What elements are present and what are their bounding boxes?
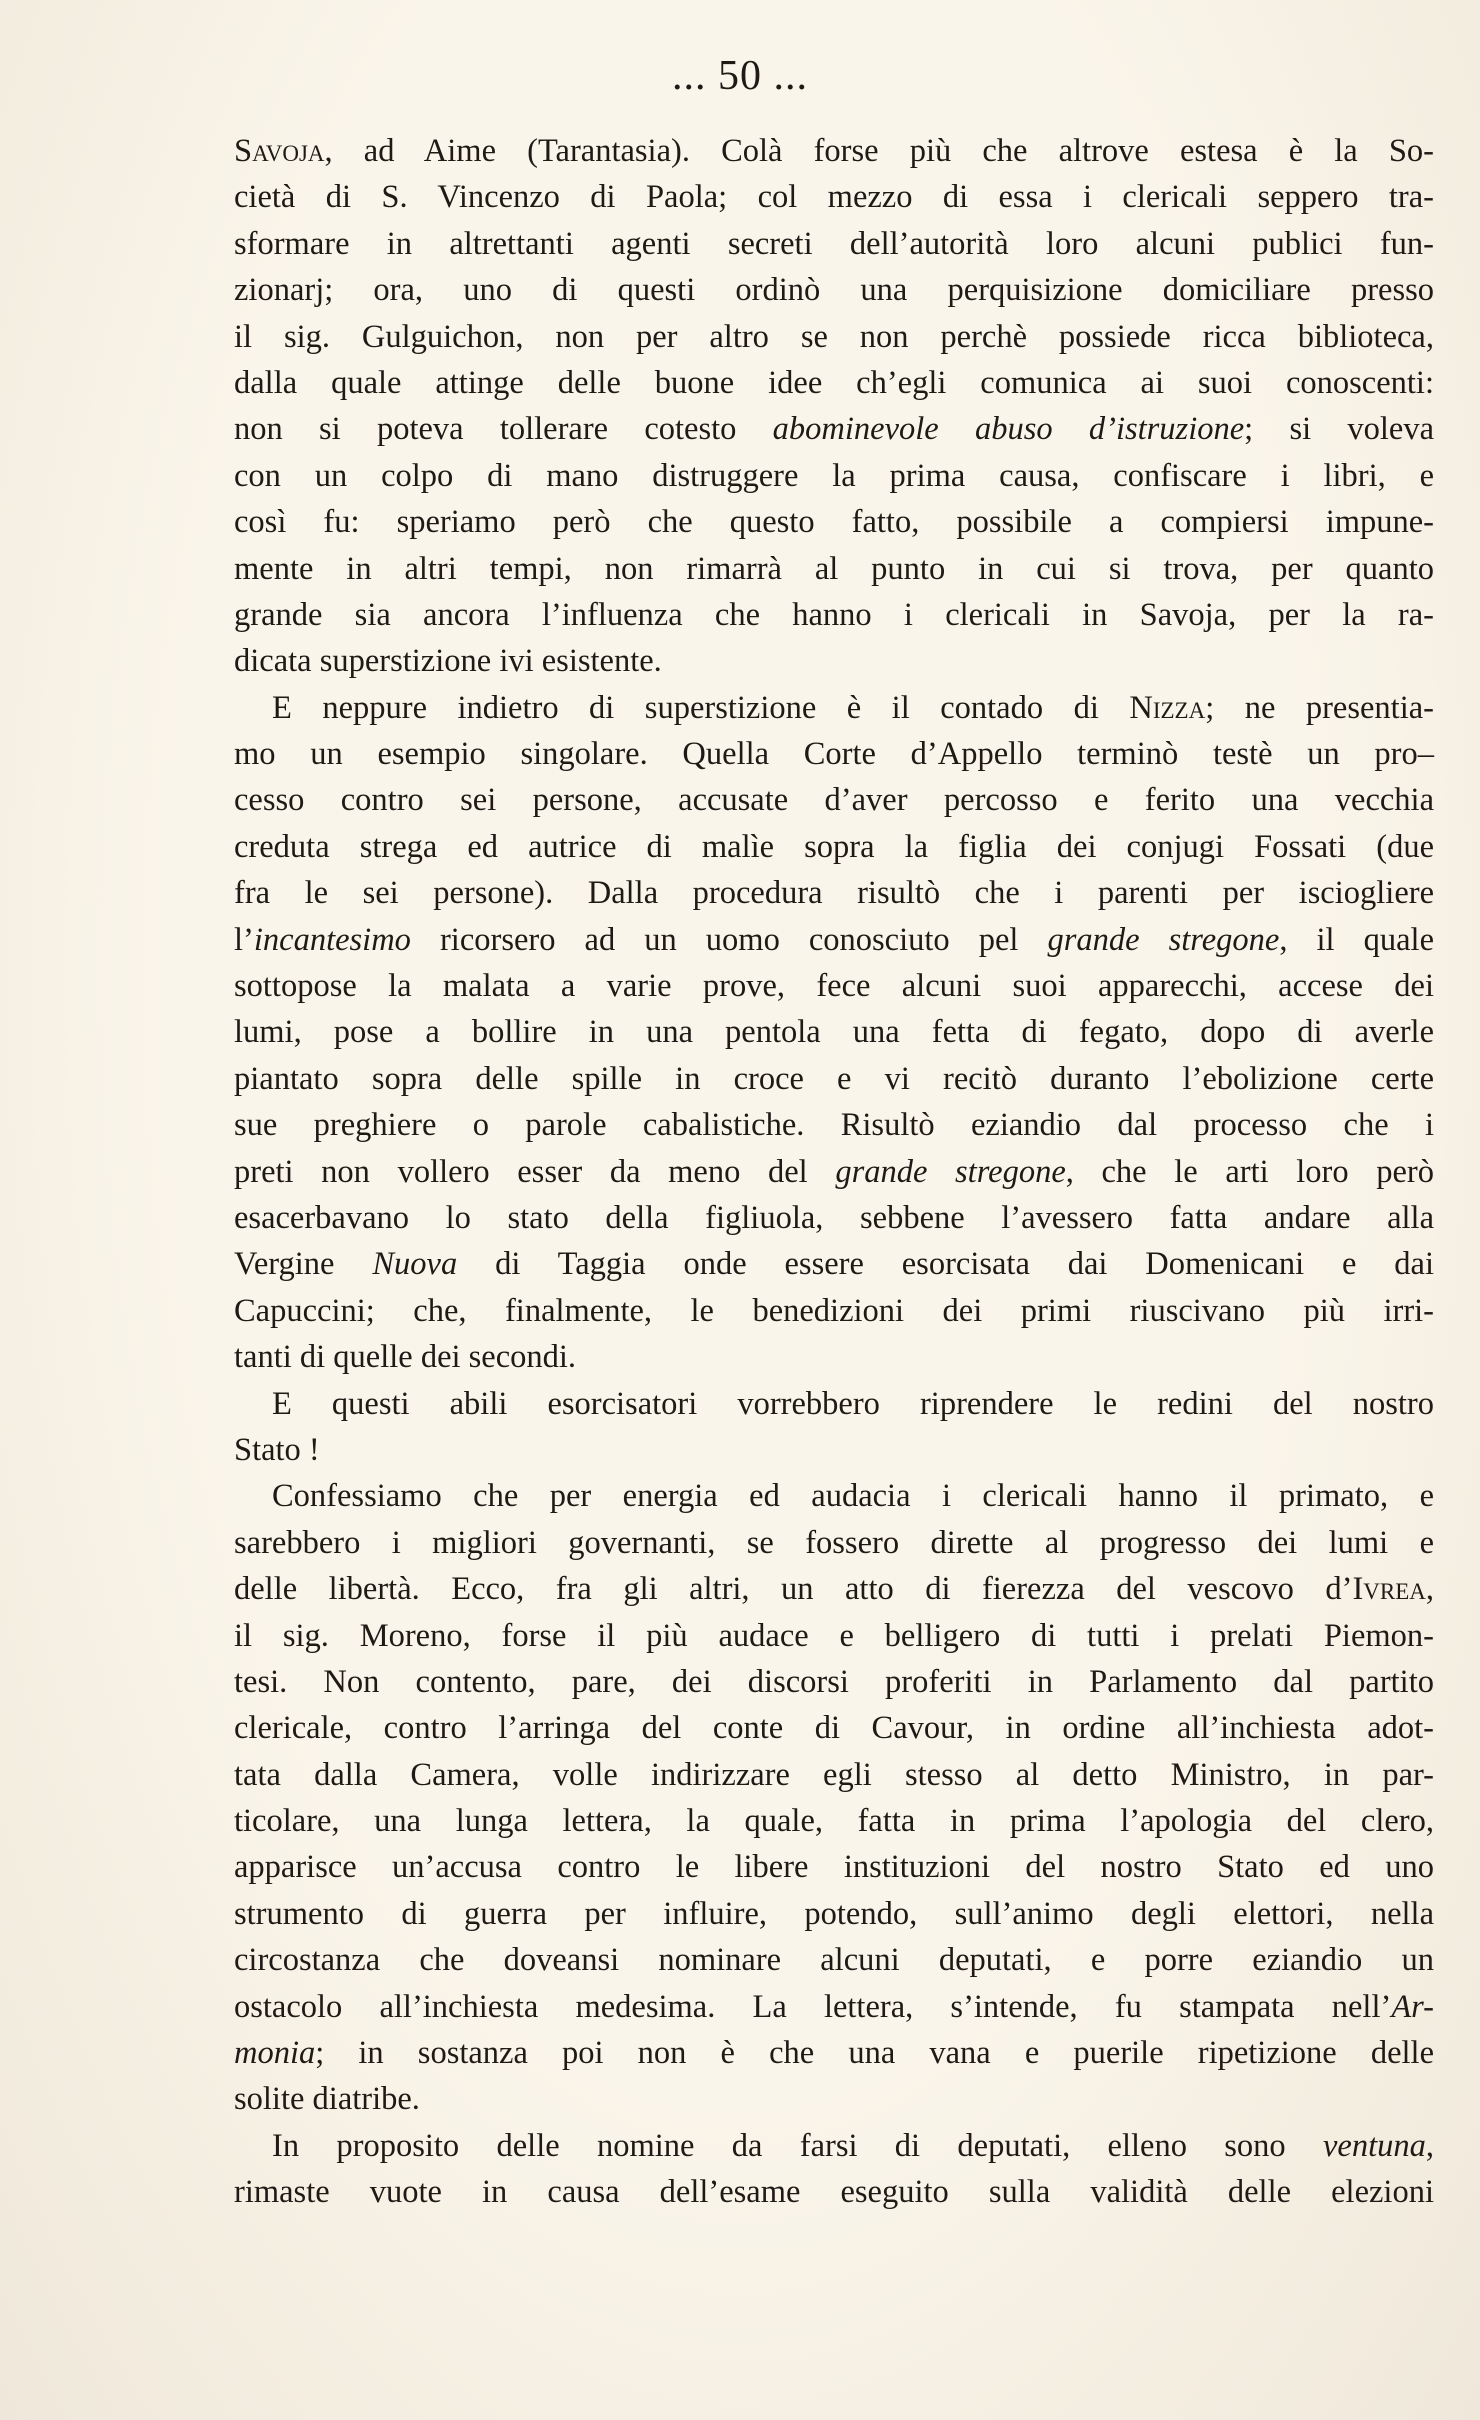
text-line xyxy=(234,1705,1434,1751)
text-segment: ; si voleva xyxy=(1244,411,1435,448)
text-line xyxy=(234,1659,1434,1705)
text-line xyxy=(234,2123,1434,2169)
text-segment: zionarj; ora, uno di questi ordinò una perquisizione domiciliare presso xyxy=(234,272,1434,309)
text-segment: delle libertà. Ecco, fra gli altri, un atto di fierezza del vescovo d’ xyxy=(234,1571,1353,1608)
text-segment: strumento di guerra per influire, potendo, sull’animo degli elettori, nella xyxy=(234,1895,1434,1932)
italic-text: abominevole abuso d’istruzione xyxy=(772,411,1245,448)
text-line xyxy=(234,777,1434,823)
text-segment: mo un esempio singolare. Quella Corte d’Appello terminò testè un pro– xyxy=(234,736,1434,773)
text-line xyxy=(234,824,1434,870)
text-line xyxy=(234,314,1434,360)
text-segment: E questi abili esorcisatori vorrebbero riprendere le redini del nostro xyxy=(272,1385,1434,1422)
text-segment: circostanza che doveansi nominare alcuni deputati, e porre eziandio un xyxy=(234,1942,1434,1979)
text-segment: tesi. Non contento, pare, dei discorsi proferiti in Parlamento dal partito xyxy=(234,1663,1434,1700)
text-line xyxy=(234,546,1434,592)
italic-text: Ar- xyxy=(1391,1988,1434,2025)
text-line xyxy=(234,1381,1434,1427)
text-segment: Stato ! xyxy=(234,1431,320,1468)
text-line xyxy=(234,1241,1434,1287)
italic-text: monia xyxy=(234,2035,316,2072)
text-line xyxy=(234,2076,1434,2122)
text-line xyxy=(234,638,1434,684)
text-line xyxy=(234,1149,1434,1195)
text-line xyxy=(234,1288,1434,1334)
text-segment: solite diatribe. xyxy=(234,2081,420,2118)
text-line xyxy=(234,1427,1434,1473)
text-line xyxy=(234,2030,1434,2076)
text-segment: apparisce un’accusa contro le libere instituzioni del nostro Stato ed uno xyxy=(234,1849,1434,1886)
text-segment: tata dalla Camera, volle indirizzare egli stesso al detto Ministro, in par- xyxy=(234,1756,1434,1793)
small-caps-text: Ivrea xyxy=(1352,1571,1426,1608)
text-segment: di Taggia onde essere esorcisata dai Domenicani e dai xyxy=(457,1246,1435,1283)
text-segment: piantato sopra delle spille in croce e vi recitò duranto l’ebolizione certe xyxy=(234,1060,1434,1097)
text-line xyxy=(234,453,1434,499)
text-segment: esacerbavano lo stato della figliuola, sebbene l’avessero fatta andare alla xyxy=(234,1199,1434,1236)
text-segment: , xyxy=(1425,1571,1434,1608)
text-segment: Vergine xyxy=(234,1246,373,1283)
text-line xyxy=(234,360,1434,406)
small-caps-text: Nizza xyxy=(1129,689,1206,726)
body-text xyxy=(234,128,1434,2216)
text-segment: preti non vollero esser da meno del xyxy=(234,1153,836,1190)
text-segment: ostacolo all’inchiesta medesima. La lettera, s’intende, fu stampata nell’ xyxy=(234,1988,1392,2025)
text-line xyxy=(234,731,1434,777)
text-segment: cietà di S. Vincenzo di Paola; col mezzo di essa i clericali seppero tra- xyxy=(234,179,1434,216)
text-segment: ticolare, una lunga lettera, la quale, fatta in prima l’apologia del clero, xyxy=(234,1803,1434,1840)
text-segment: , che le arti loro però xyxy=(1065,1153,1434,1190)
text-segment: , il quale xyxy=(1279,921,1434,958)
text-line xyxy=(234,592,1434,638)
text-line xyxy=(234,963,1434,1009)
text-segment: tanti di quelle dei secondi. xyxy=(234,1339,577,1376)
text-segment: grande sia ancora l’influenza che hanno i clericali in Savoja, per la ra- xyxy=(234,596,1434,633)
italic-text: Nuova xyxy=(372,1246,458,1283)
text-segment: , ad Aime (Tarantasia). Colà forse più che altrove estesa è la So- xyxy=(324,133,1434,169)
text-line xyxy=(234,685,1434,731)
text-line xyxy=(234,1195,1434,1241)
text-segment: E neppure indietro di superstizione è il contado di xyxy=(272,689,1130,726)
text-segment: rimaste vuote in causa dell’esame eseguito sulla validità delle elezioni xyxy=(234,2174,1434,2211)
text-segment: creduta strega ed autrice di malìe sopra la figlia dei conjugi Fossati (due xyxy=(234,828,1434,865)
text-line xyxy=(234,1798,1434,1844)
text-line xyxy=(234,1566,1434,1612)
text-segment: dicata superstizione ivi esistente. xyxy=(234,643,662,680)
text-line xyxy=(234,1334,1434,1380)
text-line xyxy=(234,267,1434,313)
text-segment: Capuccini; che, finalmente, le benedizioni dei primi riuscivano più irri- xyxy=(234,1292,1434,1329)
text-segment: il sig. Moreno, forse il più audace e belligero di tutti i prelati Piemon- xyxy=(234,1617,1434,1654)
text-line xyxy=(234,917,1434,963)
text-line xyxy=(234,1752,1434,1798)
text-segment: l’ xyxy=(234,921,254,958)
text-line xyxy=(234,1891,1434,1937)
text-line xyxy=(234,1009,1434,1055)
small-caps-text: Savoja xyxy=(234,133,325,169)
text-line xyxy=(234,1520,1434,1566)
text-line xyxy=(234,128,1434,174)
text-segment: sue preghiere o parole cabalistiche. Risultò eziandio dal processo che i xyxy=(234,1107,1434,1144)
text-line xyxy=(234,870,1434,916)
text-segment: , xyxy=(1425,2127,1434,2164)
text-line xyxy=(234,1056,1434,1102)
text-line xyxy=(234,406,1434,452)
text-segment: lumi, pose a bollire in una pentola una fetta di fegato, dopo di averle xyxy=(234,1014,1434,1051)
text-line xyxy=(234,1473,1434,1519)
italic-text: incantesimo xyxy=(253,921,411,958)
text-line xyxy=(234,499,1434,545)
text-line xyxy=(234,1102,1434,1148)
text-segment: sottopose la malata a varie prove, fece alcuni suoi apparecchi, accese dei xyxy=(234,968,1434,1005)
text-line xyxy=(234,174,1434,220)
text-segment: ; in sostanza poi non è che una vana e puerile ripetizione delle xyxy=(315,2035,1434,2072)
text-segment: ricorsero ad un uomo conosciuto pel xyxy=(410,921,1048,958)
text-segment: Confessiamo che per energia ed audacia i clericali hanno il primato, e xyxy=(272,1478,1434,1515)
text-line xyxy=(234,1984,1434,2030)
text-segment: ; ne presentia- xyxy=(1205,689,1434,726)
text-line xyxy=(234,2169,1434,2215)
page-number: ... 50 ... xyxy=(672,53,808,99)
text-segment: sformare in altrettanti agenti secreti dell’autorità loro alcuni publici fun- xyxy=(234,225,1434,262)
text-line xyxy=(234,221,1434,267)
text-segment: mente in altri tempi, non rimarrà al punto in cui si trova, per quanto xyxy=(234,550,1434,587)
text-segment: così fu: speriamo però che questo fatto, possibile a compiersi impune- xyxy=(234,504,1434,541)
text-segment: In proposito delle nomine da farsi di deputati, elleno sono xyxy=(272,2127,1323,2164)
text-line xyxy=(234,1937,1434,1983)
text-line xyxy=(234,1844,1434,1890)
text-line xyxy=(234,1613,1434,1659)
text-segment: il sig. Gulguichon, non per altro se non perchè possiede ricca biblioteca, xyxy=(234,318,1434,355)
text-segment: clericale, contro l’arringa del conte di Cavour, in ordine all’inchiesta adot- xyxy=(234,1710,1434,1747)
text-segment: fra le sei persone). Dalla procedura risultò che i parenti per isciogliere xyxy=(234,875,1434,912)
italic-text: ventuna xyxy=(1322,2127,1426,2164)
text-segment: cesso contro sei persone, accusate d’aver percosso e ferito una vecchia xyxy=(234,782,1434,819)
text-segment: dalla quale attinge delle buone idee ch’egli comunica ai suoi conoscenti: xyxy=(234,364,1434,401)
text-segment: non si poteva tollerare cotesto xyxy=(234,411,773,448)
text-segment: sarebbero i migliori governanti, se fossero dirette al progresso dei lumi e xyxy=(234,1524,1434,1561)
text-segment: con un colpo di mano distruggere la prima causa, confiscare i libri, e xyxy=(234,457,1434,494)
italic-text: grande stregone xyxy=(835,1153,1066,1190)
italic-text: grande stregone xyxy=(1047,921,1280,958)
